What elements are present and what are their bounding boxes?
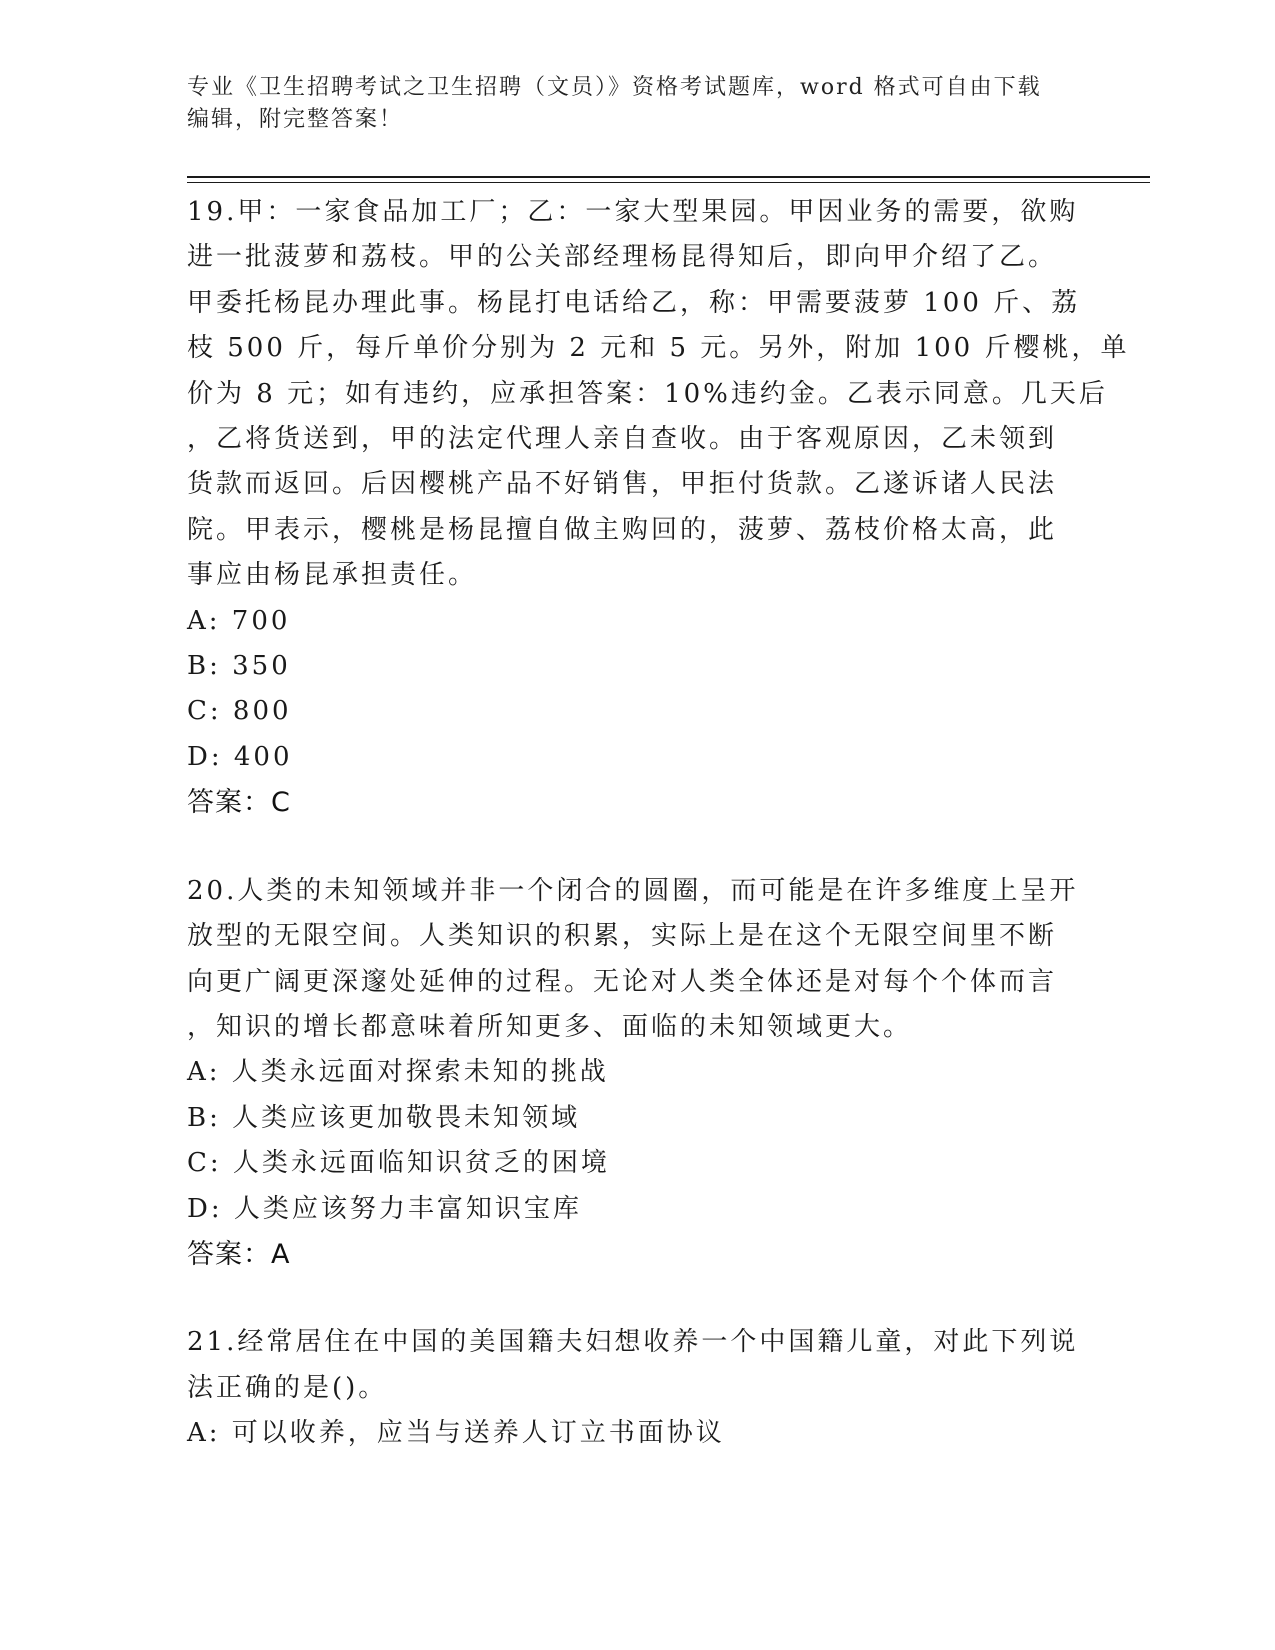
question-text-line: 放型的无限空间。人类知识的积累，实际上是在这个无限空间里不断 — [187, 921, 1058, 952]
question-text-line: 甲委托杨昆办理此事。杨昆打电话给乙，称：甲需要菠萝 100 斤、荔 — [187, 287, 1081, 318]
question-text-line: 进一批菠萝和荔枝。甲的公关部经理杨昆得知后，即向甲介绍了乙。 — [187, 242, 1058, 273]
option-c: C: 人类永远面临知识贫乏的困境 — [187, 1148, 610, 1179]
question-19 — [187, 190, 1130, 826]
question-text-line: 院。甲表示，樱桃是杨昆擅自做主购回的，菠萝、荔枝价格太高，此 — [187, 514, 1058, 545]
question-text-line: 事应由杨昆承担责任。 — [187, 560, 478, 591]
question-text-line: 20.人类的未知领域并非一个闭合的圆圈，而可能是在许多维度上呈开 — [187, 875, 1079, 906]
option-a: A: 可以收养，应当与送养人订立书面协议 — [187, 1418, 725, 1449]
question-list — [187, 190, 1130, 1500]
question-text-line: 货款而返回。后因樱桃产品不好销售，甲拒付货款。乙遂诉诸人民法 — [187, 469, 1058, 500]
question-text-line: 19.甲：一家食品加工厂；乙：一家大型果园。甲因业务的需要，欲购 — [187, 197, 1079, 227]
option-d: D: 400 — [187, 741, 293, 772]
question-text-line: ，知识的增长都意味着所知更多、面临的未知领域更大。 — [187, 1011, 913, 1042]
header-line: 编辑，附完整答案！ — [187, 107, 404, 132]
answer-label: 答案：A — [187, 1238, 291, 1270]
question-20 — [187, 869, 1087, 1278]
question-text-line: ，乙将货送到，甲的法定代理人亲自查收。由于客观原因，乙未领到 — [187, 424, 1058, 455]
question-text-line: 枝 500 斤，每斤单价分别为 2 元和 5 元。另外，附加 100 斤樱桃，单 — [187, 333, 1130, 364]
option-a: A: 700 — [187, 605, 291, 636]
option-b: B: 350 — [187, 651, 291, 682]
question-text-line: 向更广阔更深邃处延伸的过程。无论对人类全体还是对每个个体而言 — [187, 966, 1058, 997]
header-line: 专业《卫生招聘考试之卫生招聘（文员）》资格考试题库，word 格式可自由下载 — [187, 75, 1042, 100]
option-c: C: 800 — [187, 696, 292, 727]
option-a: A: 人类永远面对探索未知的挑战 — [187, 1057, 609, 1088]
option-d: D: 人类应该努力丰富知识宝库 — [187, 1193, 582, 1224]
question-text-line: 价为 8 元；如有违约，应承担答案：10%违约金。乙表示同意。几天后 — [187, 378, 1108, 409]
header-divider-thick — [187, 176, 1150, 178]
question-text-line: 21.经常居住在中国的美国籍夫妇想收养一个中国籍儿童，对此下列说 — [187, 1327, 1079, 1358]
answer-label: 答案：C — [187, 787, 291, 819]
option-b: B: 人类应该更加敬畏未知领域 — [187, 1102, 581, 1133]
question-21 — [187, 1320, 1087, 1456]
header-divider-thin — [187, 182, 1150, 183]
document-header — [187, 72, 1087, 136]
question-text-line: 法正确的是()。 — [187, 1372, 388, 1403]
